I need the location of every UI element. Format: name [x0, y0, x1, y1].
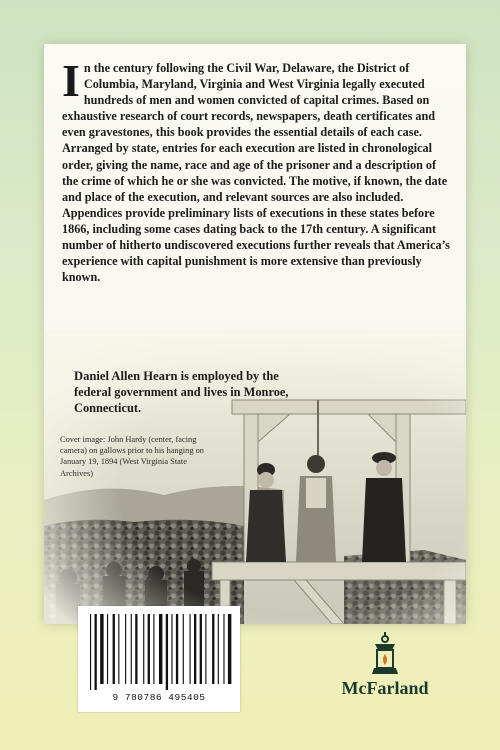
isbn-barcode — [78, 606, 240, 712]
barcode-icon — [86, 614, 232, 690]
author-bio-text: is employed by the federal government and lives in Monroe, Connecticut. — [74, 369, 289, 415]
author-bio — [74, 368, 304, 416]
drop-cap: I — [62, 55, 80, 106]
isbn-number: 9 780786 495405 — [112, 692, 206, 703]
back-cover-panel — [44, 44, 466, 624]
lantern-logo-icon — [366, 630, 404, 678]
book-description — [62, 55, 450, 285]
cover-image-caption: Cover image: John Hardy (center, facing camera) on gallows prior to his hanging on January 19, 1894 (West Virginia State Archives) — [60, 435, 204, 478]
author-name: Daniel Allen Hearn — [74, 369, 178, 383]
publisher-name: McFarland — [341, 678, 429, 698]
description-text: n the century following the Civil War, Delaware, the District of Columbia, Maryland, Virginia and West Virginia legally executed hundreds of men and women convicted of capital crimes. Based on exhaustive research of court records, newspapers, death certificates and even gravestones, this book provides the essential details of each case. Arranged by state, entries for each execution are listed in chronological order, giving the name, race and age of the prisoner and a description of the crime of which he or she was convicted. The motive, if known, the date and place of the execution, and relevant sources are also included. Appendices provide preliminary lists of executions in these states before 1866, including some cases dating back to the 17th century. A significant number of hitherto undiscovered executions further reveals that America’s experience with capital punishment is more extensive than previously known. — [62, 61, 450, 285]
